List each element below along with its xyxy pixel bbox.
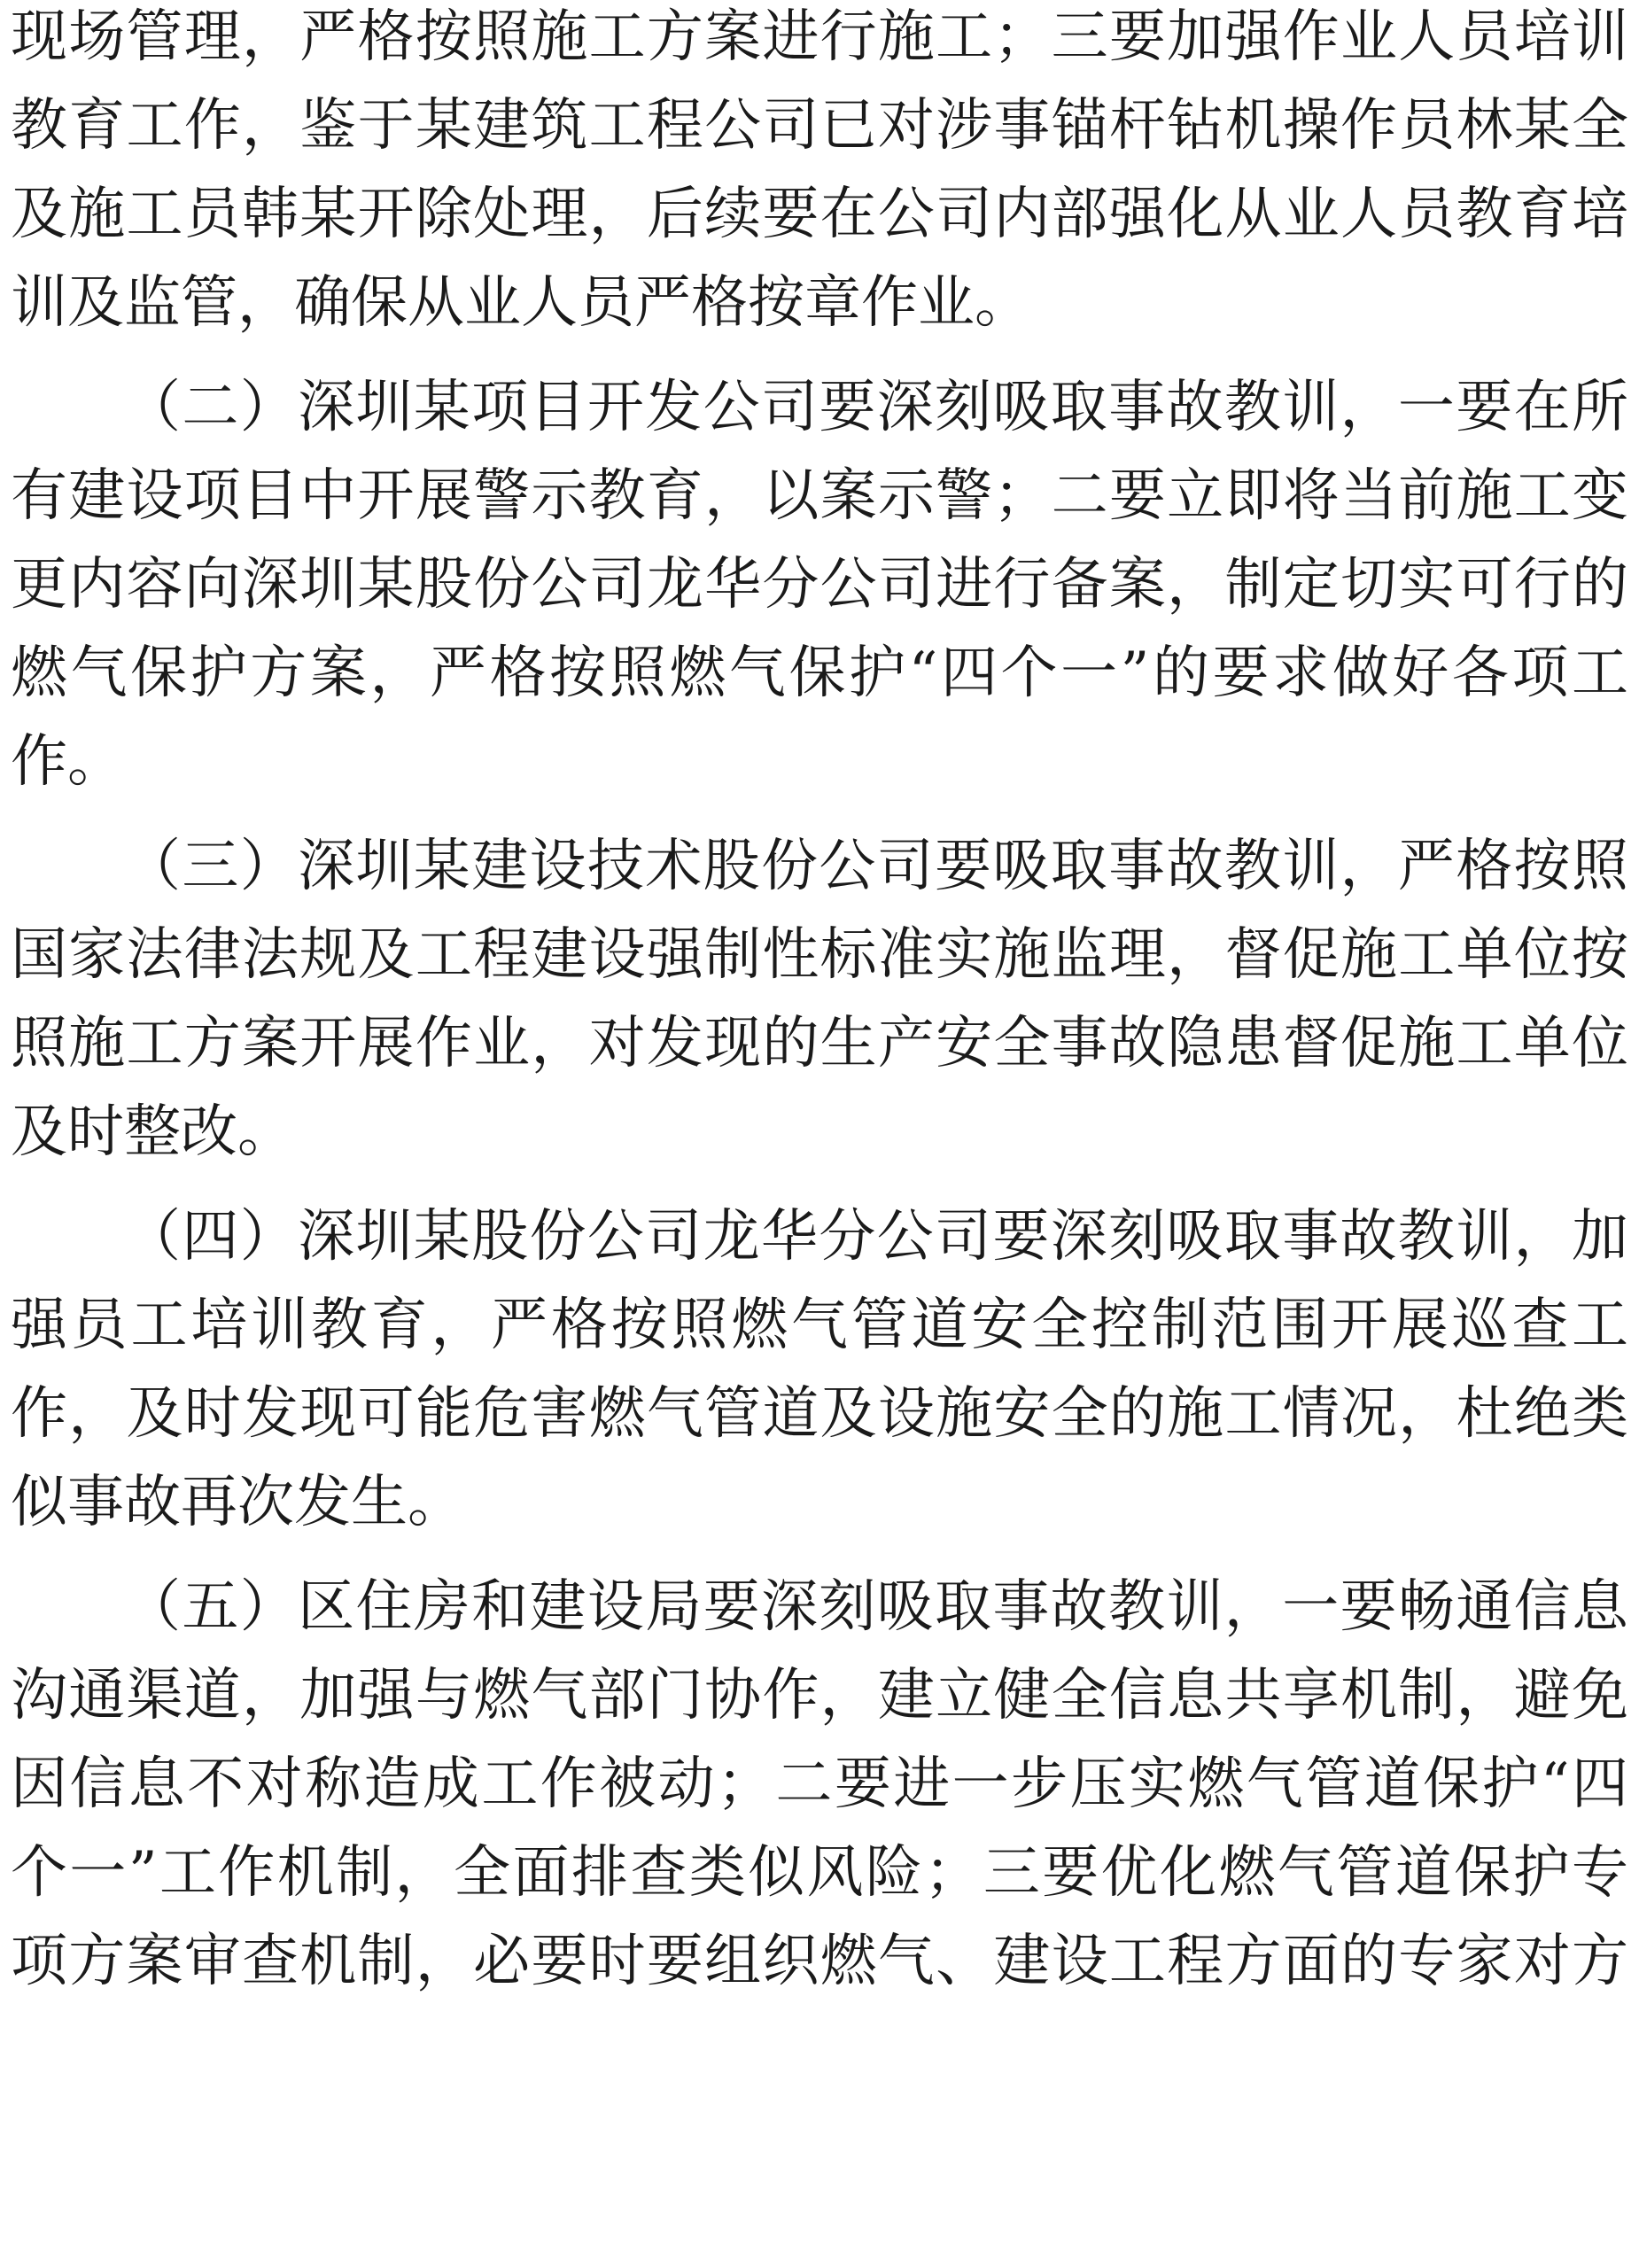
text-line: 更内容向深圳某股份公司龙华分公司进行备案，制定切实可行的 <box>11 552 1628 617</box>
text-line: 国家法律法规及工程建设强制性标准实施监理，督促施工单位按 <box>11 922 1628 988</box>
text-line: 训及监管，确保从业人员严格按章作业。 <box>11 270 1031 336</box>
text-line: 有建设项目中开展警示教育，以案示警；二要立即将当前施工变 <box>11 463 1628 529</box>
text-line: 沟通渠道，加强与燃气部门协作，建立健全信息共享机制，避免 <box>11 1663 1628 1728</box>
text-line: 因信息不对称造成工作被动；二要进一步压实燃气管道保护“四 <box>11 1751 1628 1817</box>
text-line: 现场管理，严格按照施工方案进行施工；三要加强作业人员培训 <box>11 4 1628 70</box>
text-line: 燃气保护方案，严格按照燃气保护“四个一”的要求做好各项工 <box>11 641 1628 706</box>
text-line: 个一”工作机制，全面排查类似风险；三要优化燃气管道保护专 <box>11 1840 1628 1906</box>
text-line: 强员工培训教育，严格按照燃气管道安全控制范围开展巡查工 <box>11 1293 1628 1358</box>
paragraph-first-line: （二）深圳某项目开发公司要深刻吸取事故教训，一要在所 <box>124 375 1628 440</box>
paragraph-first-line: （四）深圳某股份公司龙华分公司要深刻吸取事故教训，加 <box>124 1204 1628 1270</box>
text-line: 作，及时发现可能危害燃气管道及设施安全的施工情况，杜绝类 <box>11 1381 1628 1447</box>
text-line: 照施工方案开展作业，对发现的生产安全事故隐患督促施工单位 <box>11 1011 1628 1076</box>
text-line: 作。 <box>11 729 124 795</box>
text-line: 及时整改。 <box>11 1099 294 1165</box>
text-line: 教育工作，鉴于某建筑工程公司已对涉事锚杆钻机操作员林某全 <box>11 93 1628 159</box>
text-line: 似事故再次发生。 <box>11 1470 464 1535</box>
text-line: 及施工员韩某开除处理，后续要在公司内部强化从业人员教育培 <box>11 182 1628 247</box>
paragraph-first-line: （三）深圳某建设技术股份公司要吸取事故教训，严格按照 <box>124 834 1628 899</box>
paragraph-first-line: （五）区住房和建设局要深刻吸取事故教训，一要畅通信息 <box>124 1574 1628 1640</box>
text-line: 项方案审查机制，必要时要组织燃气、建设工程方面的专家对方 <box>11 1929 1628 1994</box>
